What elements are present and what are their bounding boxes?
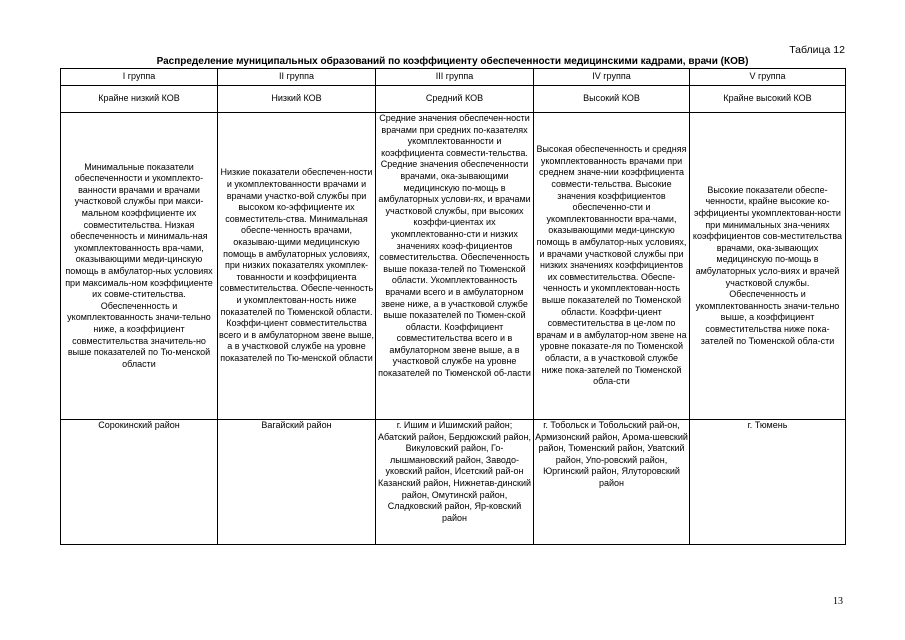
level-cell-3: Средний КОВ bbox=[376, 86, 534, 113]
page-number: 13 bbox=[833, 596, 843, 607]
description-cell-3: Средние значения обеспечен-ности врачами при средних по-казателях укомплектованности и коэффициента совмести-тельства. Средние значения обеспеченности врачами, ока-зывающими медицинскую по-мощь в амбулаторных услови-ях, и врачами участковой службы, при высоких коэффи-циентах их укомплектованно-сти и низких значениях коэф-фициентов совместительства. Обеспеченность выше показа-телей по Тюменской области. Укомплектованность врачами всего и в амбулаторном звене ниже, а в участковой службе выше показателей по Тюмен-ской области. Коэффициент совместительства всего и в амбулаторном звене выше, а в участковой службе на уровне показателей по Тюменской об-ласти bbox=[376, 113, 534, 420]
description-cell-1: Минимальные показатели обеспеченности и укомплекто-ванности врачами и врачами участковой службы при макси-мальном коэффициенте их совместительства. Низкая обеспеченность и минималь-ная укомплектованность вра-чами, оказывающими меди-цинскую помощь в амбулатор-ных условиях при максималь-ном коэффициенте их совме-стительства. Обеспеченность и укомплектованность значи-тельно ниже, а коэффициент совместительства значитель-но выше показателей по Тю-менской области bbox=[61, 113, 218, 420]
group-header-2: II группа bbox=[218, 69, 376, 86]
description-row bbox=[61, 113, 846, 420]
areas-cell-5: г. Тюмень bbox=[690, 420, 846, 545]
group-header-4: IV группа bbox=[534, 69, 690, 86]
areas-cell-3: г. Ишим и Ишимский район; Абатский район, Бердюжский район, Викуловский район, Го-лышмановский район, Заводо-уковский район, Исетский рай-он Казанский район, Нижнетав-динский район, Омутинскй район, Сладковский район, Яр-ковский район bbox=[376, 420, 534, 545]
group-header-1: I группа bbox=[61, 69, 218, 86]
group-header-5: V группа bbox=[690, 69, 846, 86]
table-caption: Таблица 12 bbox=[789, 44, 845, 56]
description-cell-4: Высокая обеспеченность и средняя укомплектованность врачами при среднем значе-нии коэффициента совмести-тельства. Высокие значения коэффициентов обеспеченно-сти и укомплектованности вра-чами, оказывающими меди-цинскую помощь в амбулатор-ных условиях, и врачами участковой службы при низких значениях коэффициентов их совместительства. Обеспе-ченность и укомплектован-ность выше показателей по Тюменской области. Коэффи-циент совместительства в це-лом по врачам и в амбулатор-ном звене на уровне показате-ля по Тюменской области, а в участковой службе ниже пока-зателей по Тюменской обла-сти bbox=[534, 113, 690, 420]
description-cell-2: Низкие показатели обеспечен-ности и укомплектованности врачами и врачами участко-вой службы при высоком ко-эффициенте их совместитель-ства. Минимальная обеспе-ченность врачами, оказываю-щими медицинскую помощь в амбулаторных условиях, при низких показателях укомплек-тованности и коэффициента совместительства. Обеспе-ченность и укомплектован-ность ниже показателей по Тюменской области. Коэффи-циент совместительства всего и в амбулаторном звене выше, а в участковой службе на уровне показателей по Тю-менской области bbox=[218, 113, 376, 420]
level-cell-1: Крайне низкий КОВ bbox=[61, 86, 218, 113]
table-title: Распределение муниципальных образований по коэффициенту обеспеченности медицинскими кадрами, врачи (КОВ) bbox=[156, 56, 749, 67]
areas-cell-1: Сорокинский район bbox=[61, 420, 218, 545]
areas-row bbox=[61, 420, 846, 545]
level-cell-2: Низкий КОВ bbox=[218, 86, 376, 113]
level-cell-5: Крайне высокий КОВ bbox=[690, 86, 846, 113]
description-cell-5: Высокие показатели обеспе-ченности, крайне высокие ко-эффициенты укомплектован-ности при минимальных зна-чениях коэффициентов сов-местительства врачами, ока-зывающих медицинскую по-мощь в амбулаторных усло-виях и врачей участковой службы. Обеспеченность и укомплектованность значи-тельно выше, а коэффициент совместительства ниже пока-зателей по Тюменской обла-сти bbox=[690, 113, 846, 420]
areas-cell-4: г. Тобольск и Тобольский рай-он, Армизонский район, Арома-шевский район, Тюменский район, Уватский район, Упо-ровский район, Юргинский район, Ялуторовский район bbox=[534, 420, 690, 545]
level-row bbox=[61, 86, 846, 113]
group-header-3: III группа bbox=[376, 69, 534, 86]
distribution-table bbox=[60, 68, 846, 545]
group-header-row bbox=[61, 69, 846, 86]
areas-cell-2: Вагайский район bbox=[218, 420, 376, 545]
level-cell-4: Высокий КОВ bbox=[534, 86, 690, 113]
